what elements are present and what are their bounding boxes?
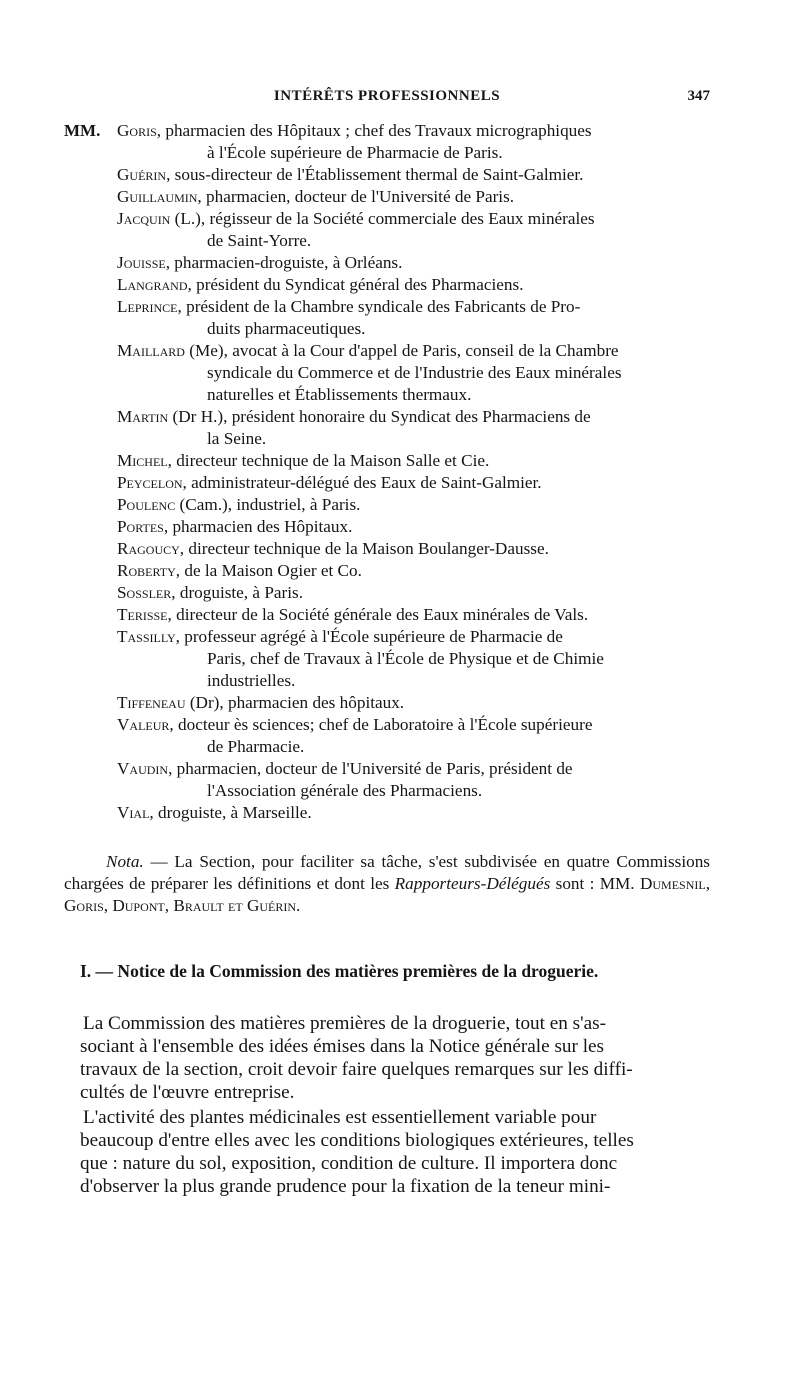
nota-text-2: sont : MM. (550, 874, 640, 893)
member-first-line (117, 472, 717, 494)
member-description: droguiste, à Paris. (175, 583, 304, 602)
body-paragraph-2 (80, 1106, 710, 1198)
member-description: pharmacien des Hôpitaux. (168, 517, 353, 536)
member-name: Vaudin, (117, 759, 173, 778)
member-description: (L.), régisseur de la Société commerciale des Eaux minérales (170, 209, 595, 228)
paragraph-line: sociant à l'ensemble des idées émises dans la Notice générale sur les (80, 1036, 605, 1057)
member-continuation: syndicale du Commerce et de l'Industrie des Eaux minérales (207, 363, 622, 382)
paragraph-line: La Commission des matières premières de la droguerie, tout en s'as- (83, 1013, 606, 1034)
member-entry (117, 296, 717, 340)
member-description: président du Syndicat général des Pharmaciens. (191, 275, 524, 294)
member-first-line (117, 692, 717, 714)
member-entry (117, 714, 717, 758)
member-name: Roberty, (117, 561, 181, 580)
member-entry (117, 802, 717, 824)
member-first-line (117, 538, 717, 560)
paragraph-line: travaux de la section, croit devoir faire quelques remarques sur les diffi- (80, 1059, 633, 1080)
member-name: Valeur, (117, 715, 174, 734)
member-continuation: de Pharmacie. (207, 737, 305, 756)
nota-text-1: — La Section, pour faciliter sa tâche, s'est subdivisée en quatre Commissions chargées de préparer les définitions et dont les (64, 852, 710, 893)
member-first-line (117, 296, 717, 318)
member-name: Tiffeneau (117, 693, 186, 712)
nota-names: Dumesnil, Goris, Dupont, Brault et Guérin. (64, 874, 710, 915)
member-name: Jouisse, (117, 253, 170, 272)
member-name: Martin (117, 407, 169, 426)
member-entry (117, 186, 717, 208)
member-first-line (117, 120, 717, 142)
member-description: directeur de la Société générale des Eaux minérales de Vals. (171, 605, 589, 624)
member-name: Goris, (117, 121, 162, 140)
member-entry (117, 538, 717, 560)
paragraph-line: que : nature du sol, exposition, condition de culture. Il importera donc (80, 1153, 618, 1174)
member-entry (117, 516, 717, 538)
member-name: Terisse, (117, 605, 172, 624)
member-first-line (117, 582, 717, 604)
member-first-line (117, 626, 717, 648)
member-description: pharmacien, docteur de l'Université de Paris, président de (172, 759, 573, 778)
body-paragraph-1 (80, 1012, 710, 1104)
member-entry (117, 692, 717, 714)
member-first-line (117, 516, 717, 538)
mm-label: MM. (64, 121, 101, 140)
member-first-line (117, 252, 717, 274)
member-entry (117, 472, 717, 494)
member-entry (117, 274, 717, 296)
member-description: (Cam.), industriel, à Paris. (175, 495, 361, 514)
member-name: Peycelon, (117, 473, 187, 492)
paragraph-line: cultés de l'œuvre entreprise. (80, 1082, 295, 1103)
member-name: Maillard (117, 341, 185, 360)
member-entry (117, 604, 717, 626)
member-name: Tassilly, (117, 627, 180, 646)
member-description: professeur agrégé à l'École supérieure de Pharmacie de (179, 627, 563, 646)
nota-label: Nota. (106, 852, 144, 871)
member-entry (117, 560, 717, 582)
member-description: de la Maison Ogier et Co. (180, 561, 362, 580)
member-name: Poulenc (117, 495, 176, 514)
paragraph-line: beaucoup d'entre elles avec les conditions biologiques extérieures, telles (80, 1130, 634, 1151)
member-entry (117, 252, 717, 274)
member-entry (117, 406, 717, 450)
member-description: pharmacien des Hôpitaux ; chef des Travaux micrographiques (161, 121, 592, 140)
member-first-line (117, 164, 717, 186)
member-first-line (117, 714, 717, 736)
nota-rapporteurs: Rapporteurs-Délégués (394, 874, 551, 893)
member-name: Langrand, (117, 275, 192, 294)
member-entry (117, 758, 717, 802)
member-entry (117, 450, 717, 472)
member-continuation: de Saint-Yorre. (207, 231, 312, 250)
member-description: directeur technique de la Maison Boulanger-Dausse. (184, 539, 549, 558)
paragraph-line: L'activité des plantes médicinales est essentiellement variable pour (83, 1107, 597, 1128)
member-description: docteur ès sciences; chef de Laboratoire à l'École supérieure (173, 715, 593, 734)
member-first-line (117, 560, 717, 582)
member-entry (117, 340, 717, 406)
member-name: Portes, (117, 517, 169, 536)
member-first-line (117, 340, 717, 362)
member-first-line (117, 450, 717, 472)
member-description: pharmacien-droguiste, à Orléans. (170, 253, 403, 272)
running-title: INTÉRÊTS PROFESSIONNELS (273, 88, 501, 104)
member-continuation: naturelles et Établissements thermaux. (207, 385, 472, 404)
member-description: (Me), avocat à la Cour d'appel de Paris, conseil de la Chambre (184, 341, 619, 360)
member-entry (117, 208, 717, 252)
member-continuation: duits pharmaceutiques. (207, 319, 366, 338)
member-first-line (117, 186, 717, 208)
member-first-line (117, 604, 717, 626)
member-continuation: à l'École supérieure de Pharmacie de Paris. (207, 143, 503, 162)
member-entry (117, 582, 717, 604)
member-first-line (117, 208, 717, 230)
member-first-line (117, 758, 717, 780)
member-first-line (117, 406, 717, 428)
section-heading: I. — Notice de la Commission des matières premières de la droguerie. (80, 961, 599, 981)
member-name: Sossler, (117, 583, 176, 602)
member-entry (117, 494, 717, 516)
member-first-line (117, 494, 717, 516)
member-continuation: Paris, chef de Travaux à l'École de Physique et de Chimie (207, 649, 604, 668)
member-name: Jacquin (117, 209, 171, 228)
member-entry (117, 164, 717, 186)
member-description: directeur technique de la Maison Salle et Cie. (171, 451, 490, 470)
member-name: Leprince, (117, 297, 182, 316)
page-number: 347 (687, 88, 710, 104)
member-continuation: l'Association générale des Pharmaciens. (207, 781, 483, 800)
member-description: sous-directeur de l'Établissement thermal de Saint-Galmier. (170, 165, 584, 184)
member-name: Guérin, (117, 165, 171, 184)
member-continuation: industrielles. (207, 671, 296, 690)
member-description: (Dr), pharmacien des hôpitaux. (185, 693, 405, 712)
paragraph-line: d'observer la plus grande prudence pour la fixation de la teneur mini- (80, 1176, 611, 1197)
member-name: Ragoucy, (117, 539, 185, 558)
member-name: Michel, (117, 451, 172, 470)
member-entry (117, 626, 717, 692)
member-description: droguiste, à Marseille. (153, 803, 312, 822)
member-entry (117, 120, 717, 164)
member-first-line (117, 802, 717, 824)
nota-paragraph (64, 851, 710, 917)
member-name: Vial, (117, 803, 154, 822)
member-description: président de la Chambre syndicale des Fabricants de Pro- (181, 297, 581, 316)
member-description: pharmacien, docteur de l'Université de Paris. (201, 187, 515, 206)
member-first-line (117, 274, 717, 296)
page-header (64, 88, 710, 110)
member-description: administrateur-délégué des Eaux de Saint-Galmier. (186, 473, 542, 492)
member-continuation: la Seine. (207, 429, 267, 448)
member-description: (Dr H.), président honoraire du Syndicat des Pharmaciens de (168, 407, 591, 426)
member-name: Guillaumin, (117, 187, 202, 206)
